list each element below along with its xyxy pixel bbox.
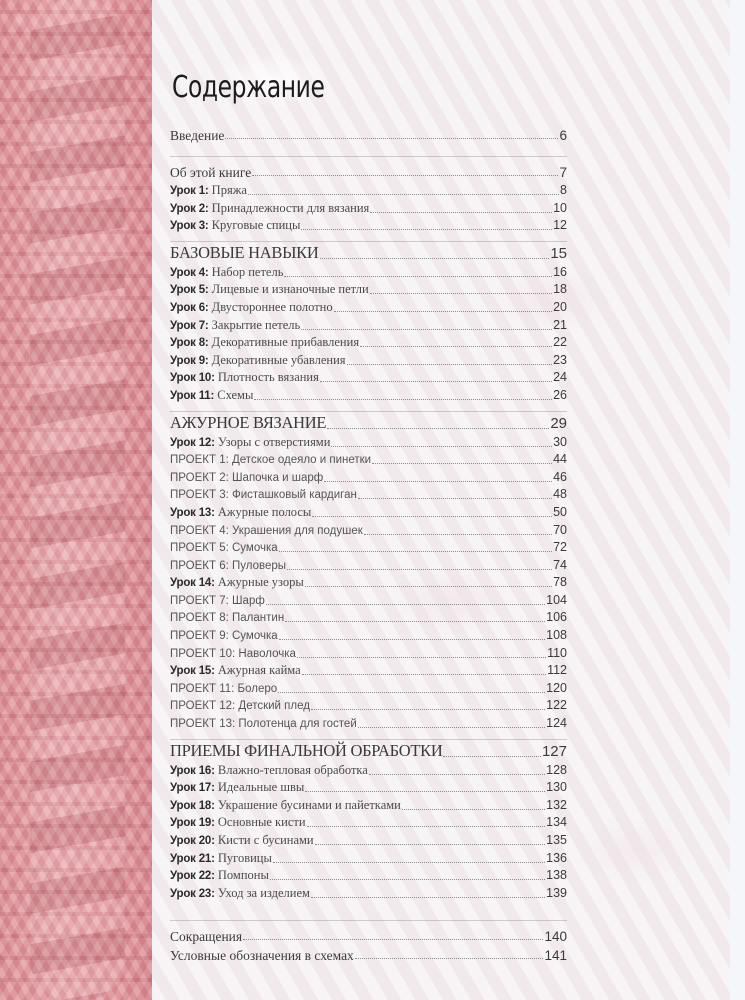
lesson-number: Урок 8: <box>170 337 209 350</box>
lesson-number: Урок 14: <box>170 577 215 590</box>
toc-entry-project[interactable] <box>170 469 567 487</box>
toc-entry[interactable] <box>170 946 567 965</box>
page-number: 127 <box>541 742 567 760</box>
entry-title: Схемы <box>217 387 254 402</box>
lesson-number: Урок 20: <box>170 835 215 847</box>
dot-leader <box>320 243 550 259</box>
lesson-number: Урок 11: <box>170 389 215 402</box>
dot-leader <box>324 470 552 482</box>
page-number: 135 <box>546 833 567 847</box>
lesson-number: Урок 12: <box>170 436 215 449</box>
entry-title: Введение <box>170 128 225 143</box>
entry-title: Помпоны <box>217 868 269 883</box>
entry-title: Ажурные узоры <box>217 575 304 590</box>
entry-title: Ажурная кайма <box>217 663 301 678</box>
section-title: АЖУРНОЕ ВЯЗАНИЕ <box>170 412 327 432</box>
entry-title: Влажно-тепловая обработка <box>217 762 368 777</box>
page-number: 132 <box>546 797 567 812</box>
toc-entry[interactable] <box>170 885 567 903</box>
dot-leader <box>305 575 552 587</box>
toc-section-heading[interactable] <box>170 242 567 264</box>
toc-entry-project[interactable] <box>170 697 567 715</box>
dot-leader <box>347 353 553 365</box>
entry-title: Кисти с бусинами <box>217 833 314 847</box>
dot-leader <box>297 646 546 658</box>
toc-entry[interactable] <box>170 504 567 522</box>
lesson-number: Урок 6: <box>170 301 209 314</box>
lesson-number: Урок 4: <box>170 266 209 279</box>
lesson-number: Урок 10: <box>170 372 215 385</box>
toc-entry-project[interactable] <box>170 539 567 557</box>
lesson-number: Урок 18: <box>170 799 215 812</box>
entry-title: Декоративные убавления <box>211 352 346 367</box>
page-number: 12 <box>553 218 567 233</box>
page-number: 15 <box>550 244 567 262</box>
dot-leader <box>279 540 552 552</box>
entry-title: Идеальные швы <box>217 780 305 795</box>
toc-entry[interactable] <box>170 867 567 885</box>
toc-section-heading[interactable] <box>170 740 567 762</box>
entry-title: ПРОЕКТ 6: Пуловеры <box>170 559 287 572</box>
dot-leader <box>312 505 552 517</box>
lesson-number: Урок 16: <box>170 764 215 777</box>
dot-leader <box>443 741 541 757</box>
entry-title: Узоры с отверстиями <box>217 434 331 449</box>
toc-entry[interactable] <box>170 334 567 352</box>
toc-entry-project[interactable] <box>170 645 567 663</box>
dot-leader <box>334 300 552 312</box>
dot-leader <box>370 201 552 213</box>
dot-leader <box>360 335 552 347</box>
page-number: 78 <box>553 575 567 590</box>
toc-entry[interactable] <box>170 163 567 182</box>
dot-leader <box>301 318 552 330</box>
lesson-number: Урок 19: <box>170 817 215 830</box>
dot-leader <box>302 663 546 675</box>
dot-leader <box>270 868 545 880</box>
dot-leader <box>301 218 552 230</box>
toc-entry[interactable] <box>170 217 567 235</box>
toc-entry-project[interactable] <box>170 609 567 627</box>
toc-group-appendix <box>170 920 567 965</box>
lesson-number: Урок 3: <box>170 220 209 233</box>
page-number: 23 <box>553 352 567 367</box>
entry-title: Закрытие петель <box>211 317 301 332</box>
entry-title: ПРОЕКТ 7: Шарф <box>170 594 265 607</box>
page-number: 112 <box>547 663 567 678</box>
page-number: 7 <box>559 165 567 180</box>
page-number: 134 <box>546 815 567 830</box>
page-number: 110 <box>547 645 567 660</box>
table-of-contents <box>170 126 567 965</box>
page-number: 138 <box>546 868 567 883</box>
page-edge <box>730 0 745 1000</box>
dot-leader <box>370 282 552 294</box>
toc-entry[interactable] <box>170 264 567 282</box>
page-number: 139 <box>546 885 567 900</box>
lesson-number: Урок 21: <box>170 852 215 865</box>
dot-leader <box>278 681 545 693</box>
toc-group-intro <box>170 126 567 145</box>
lesson-number: Урок 5: <box>170 284 209 297</box>
dot-leader <box>311 886 545 898</box>
page-number: 6 <box>559 128 567 143</box>
dot-leader <box>252 164 558 176</box>
page-number: 124 <box>546 716 567 731</box>
page-number: 46 <box>553 469 567 484</box>
dot-leader <box>285 610 545 622</box>
dot-leader <box>364 523 552 535</box>
page-number: 48 <box>553 487 567 502</box>
toc-entry[interactable] <box>170 797 567 815</box>
toc-entry-intro[interactable] <box>170 126 567 145</box>
toc-entry[interactable] <box>170 182 567 200</box>
page-number: 108 <box>546 628 567 643</box>
dot-leader <box>279 628 545 640</box>
dot-leader <box>311 698 545 710</box>
page-number: 22 <box>553 335 567 350</box>
page-number: 104 <box>546 592 567 607</box>
page-number: 8 <box>560 183 567 197</box>
toc-entry[interactable] <box>170 281 567 299</box>
lesson-number: Урок 22: <box>170 870 215 883</box>
entry-title: Круговые спицы <box>211 218 301 233</box>
dot-leader <box>320 370 552 382</box>
entry-title: Лицевые и изнаночные петли <box>211 282 369 297</box>
entry-title: ПРОЕКТ 1: Детское одеяло и пинетки <box>170 454 372 467</box>
dot-leader <box>254 388 552 400</box>
lesson-number: Урок 2: <box>170 202 209 215</box>
entry-title: ПРОЕКТ 8: Палантин <box>170 612 285 625</box>
page-number: 70 <box>553 522 567 537</box>
toc-entry[interactable] <box>170 200 567 218</box>
entry-title: Ажурные полосы <box>217 504 312 519</box>
entry-title: ПРОЕКТ 2: Шапочка и шарф <box>170 471 324 484</box>
dot-leader <box>327 413 549 429</box>
dot-leader <box>225 127 558 139</box>
toc-entry[interactable] <box>170 814 567 832</box>
page-number: 24 <box>553 370 567 385</box>
toc-section-heading[interactable] <box>170 412 567 434</box>
entry-title: ПРОЕКТ 10: Наволочка <box>170 647 296 660</box>
entry-title: ПРОЕКТ 11: Болеро <box>170 682 278 695</box>
page-number: 140 <box>544 929 567 945</box>
toc-entry-project[interactable] <box>170 486 567 504</box>
entry-title: ПРОЕКТ 13: Полотенца для гостей <box>170 718 357 731</box>
toc-entry[interactable] <box>170 387 567 405</box>
page-number: 130 <box>546 780 567 795</box>
page-number: 44 <box>553 452 567 467</box>
page-number: 128 <box>546 762 567 777</box>
page-number: 10 <box>553 200 567 215</box>
page-number: 50 <box>553 504 567 519</box>
toc-entry[interactable] <box>170 369 567 387</box>
page-number: 30 <box>553 434 567 449</box>
section-title: ПРИЕМЫ ФИНАЛЬНОЙ ОБРАБОТКИ <box>170 740 443 760</box>
dot-leader <box>315 833 546 845</box>
dot-leader <box>266 593 545 605</box>
entry-title: ПРОЕКТ 9: Сумочка <box>170 630 278 643</box>
toc-entry-project[interactable] <box>170 680 567 698</box>
toc-entry[interactable] <box>170 574 567 592</box>
entry-title: Украшение бусинами и пайетками <box>217 797 401 812</box>
lesson-number: Урок 17: <box>170 782 215 795</box>
entry-title: Двустороннее полотно <box>211 299 333 314</box>
page-number: 136 <box>546 850 567 865</box>
dot-leader <box>243 928 543 940</box>
dot-leader <box>273 851 545 863</box>
page-number: 120 <box>546 680 567 695</box>
page-number: 72 <box>553 540 567 555</box>
toc-entry[interactable] <box>170 662 567 680</box>
page-number: 16 <box>553 264 567 279</box>
toc-entry-project[interactable] <box>170 715 567 733</box>
entry-title: ПРОЕКТ 4: Украшения для подушек <box>170 524 363 537</box>
toc-group-lace <box>170 411 567 733</box>
dot-leader <box>248 183 559 195</box>
page-number: 141 <box>544 948 567 964</box>
lesson-number: Урок 7: <box>170 319 209 332</box>
page-number: 122 <box>546 698 567 713</box>
dot-leader <box>369 763 545 775</box>
dot-leader <box>355 947 544 959</box>
entry-title: Плотность вязания <box>217 370 319 385</box>
toc-entry-project[interactable] <box>170 627 567 645</box>
entry-title: Условные обозначения в схемах <box>170 948 354 964</box>
entry-title: ПРОЕКТ 3: Фисташковый кардиган <box>170 489 357 502</box>
pink-knit-image <box>0 0 152 1000</box>
dot-leader <box>307 815 546 827</box>
dot-leader <box>372 452 552 464</box>
toc-entry[interactable] <box>170 434 567 452</box>
toc-group-basics <box>170 241 567 405</box>
lesson-number: Урок 15: <box>170 665 215 678</box>
dot-leader <box>402 798 545 810</box>
entry-title: ПРОЕКТ 5: Сумочка <box>170 542 278 555</box>
lesson-number: Урок 9: <box>170 354 209 367</box>
dot-leader <box>287 558 552 570</box>
lesson-number: Урок 13: <box>170 506 215 519</box>
page-number: 21 <box>553 317 567 332</box>
toc-entry[interactable] <box>170 927 567 946</box>
entry-title: Уход за изделием <box>217 885 310 900</box>
toc-entry[interactable] <box>170 317 567 335</box>
section-title: БАЗОВЫЕ НАВЫКИ <box>170 242 319 262</box>
entry-title: Декоративные прибавления <box>211 335 360 350</box>
page-number: 106 <box>546 610 567 625</box>
page-number: 20 <box>553 299 567 314</box>
page-number: 29 <box>550 414 567 432</box>
toc-entry[interactable] <box>170 762 567 780</box>
entry-title: Принадлежности для вязания <box>211 200 370 215</box>
toc-entry[interactable] <box>170 832 567 850</box>
toc-entry[interactable] <box>170 299 567 317</box>
lesson-number: Урок 23: <box>170 887 215 900</box>
toc-entry[interactable] <box>170 779 567 797</box>
entry-title: Пряжа <box>211 183 247 197</box>
lesson-number: Урок 1: <box>170 185 209 197</box>
entry-title: Основные кисти <box>217 815 306 830</box>
page-title: Содержание <box>172 70 325 105</box>
entry-title: Набор петель <box>211 264 284 279</box>
dot-leader <box>331 435 552 447</box>
toc-group-finishing <box>170 739 567 903</box>
toc-entry-project[interactable] <box>170 451 567 469</box>
toc-group-about <box>170 156 567 235</box>
entry-title: Об этой книге <box>170 165 252 180</box>
page-number: 26 <box>553 387 567 402</box>
entry-title: Сокращения <box>170 929 243 945</box>
entry-title: Пуговицы <box>217 850 272 865</box>
dot-leader <box>358 716 545 728</box>
toc-entry-project[interactable] <box>170 522 567 540</box>
toc-entry-project[interactable] <box>170 557 567 575</box>
toc-entry-project[interactable] <box>170 592 567 610</box>
toc-entry[interactable] <box>170 850 567 868</box>
dot-leader <box>284 265 552 277</box>
dot-leader <box>305 780 545 792</box>
dot-leader <box>358 487 552 499</box>
page-number: 18 <box>553 282 567 297</box>
page-number: 74 <box>553 557 567 572</box>
toc-entry[interactable] <box>170 352 567 370</box>
entry-title: ПРОЕКТ 12: Детский плед <box>170 700 310 713</box>
